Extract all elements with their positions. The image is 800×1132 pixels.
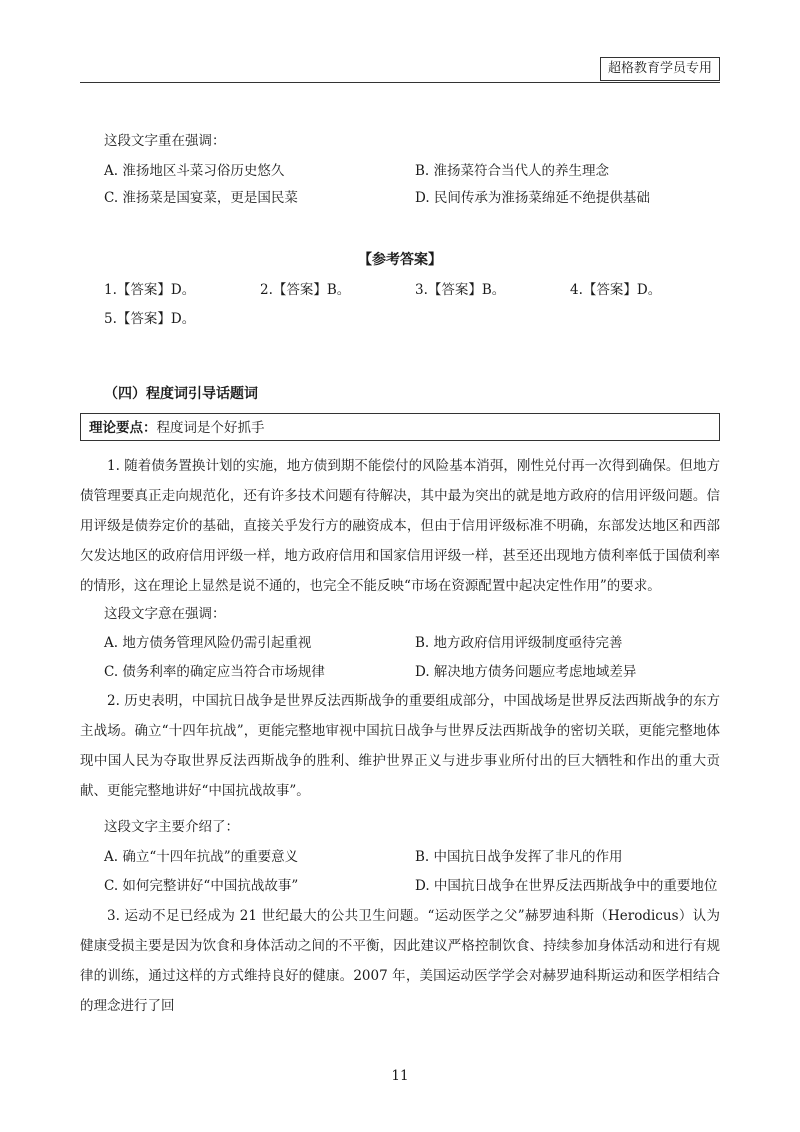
page-number: 11 <box>391 1068 409 1084</box>
question-1-stem: 这段文字意在强调： <box>104 606 226 622</box>
question-2-stem: 这段文字主要介绍了： <box>104 819 239 835</box>
question-1-option-a: A. 地方债务管理风险仍需引起重视 <box>104 635 312 651</box>
prev-option-b: B. 淮扬菜符合当代人的养生理念 <box>415 163 610 179</box>
question-2-option-d: D. 中国抗日战争在世界反法西斯战争中的重要地位 <box>415 878 718 894</box>
question-1-text: 1. 随着债务置换计划的实施，地方债到期不能偿付的风险基本消弭，刚性兑付再一次得到确保。但地方债管理要真正走向规范化，还有许多技术问题有待解决，其中最为突出的就是地方政府的信用评级问题。信用评级是债券定价的基础，直接关乎发行方的融资成本，但由于信用评级标准不明确，东部发达地区和西部欠发达地区的政府信用评级一样，地方政府信用和国家信用评级一样，甚至还出现地方债利率低于国债利率的情形，这在理论上显然是说不通的，也完全不能反映“市场在资源配置中起决定性作用”的要求。 <box>80 458 720 594</box>
prev-option-a: A. 淮扬地区斗菜习俗历史悠久 <box>104 163 285 179</box>
question-1-option-d: D. 解决地方债务问题应考虑地域差异 <box>415 664 637 680</box>
section-title: （四）程度词引导话题词 <box>104 386 258 402</box>
prev-option-c: C. 淮扬菜是国宴菜，更是国民菜 <box>104 190 298 206</box>
answer-item-3: 3.【答案】B。 <box>415 282 506 298</box>
header-rule <box>80 82 720 83</box>
question-1-option-c: C. 债务利率的确定应当符合市场规律 <box>104 664 325 680</box>
answer-item-1: 1.【答案】D。 <box>104 282 196 298</box>
theory-box <box>80 413 720 441</box>
question-3-text: 3. 运动不足已经成为 21 世纪最大的公共卫生问题。“运动医学之父”赫罗迪科斯（Herodicus）认为健康受损主要是因为饮食和身体活动之间的不平衡，因此建议严格控制饮食、持续参加身体活动和进行有规律的训练，通过这样的方式维持良好的健康。2007 年，美国运动医学学会对赫罗迪科斯运动和医学相结合的理念进行了回 <box>80 908 720 1014</box>
answer-item-2: 2.【答案】B。 <box>260 282 351 298</box>
question-2-text: 2. 历史表明，中国抗日战争是世界反法西斯战争的重要组成部分，中国战场是世界反法西斯战争的东方主战场。确立“十四年抗战”，更能完整地审视中国抗日战争与世界反法西斯战争的密切关联，更能完整地体现中国人民为夺取世界反法西斯战争的胜利、维护世界正义与进步事业所付出的巨大牺牲和作出的重大贡献、更能完整地讲好“中国抗战故事”。 <box>80 693 720 799</box>
answer-item-4: 4.【答案】D。 <box>570 282 662 298</box>
question-2-option-a: A. 确立“十四年抗战”的重要意义 <box>104 849 299 865</box>
theory-label: 理论要点： <box>89 420 157 436</box>
question-1-option-b: B. 地方政府信用评级制度亟待完善 <box>415 635 623 651</box>
theory-text: 程度词是个好抓手 <box>156 420 265 436</box>
question-2-option-c: C. 如何完整讲好“中国抗战故事” <box>104 878 299 894</box>
answers-title: 【参考答案】 <box>358 252 442 268</box>
question-2-option-b: B. 中国抗日战争发挥了非凡的作用 <box>415 849 623 865</box>
prev-option-d: D. 民间传承为淮扬菜绵延不绝提供基础 <box>415 190 650 206</box>
answer-item-5: 5.【答案】D。 <box>104 311 196 327</box>
prev-question-stem: 这段文字重在强调： <box>104 133 226 149</box>
header-tag: 超格教育学员专用 <box>600 57 720 81</box>
